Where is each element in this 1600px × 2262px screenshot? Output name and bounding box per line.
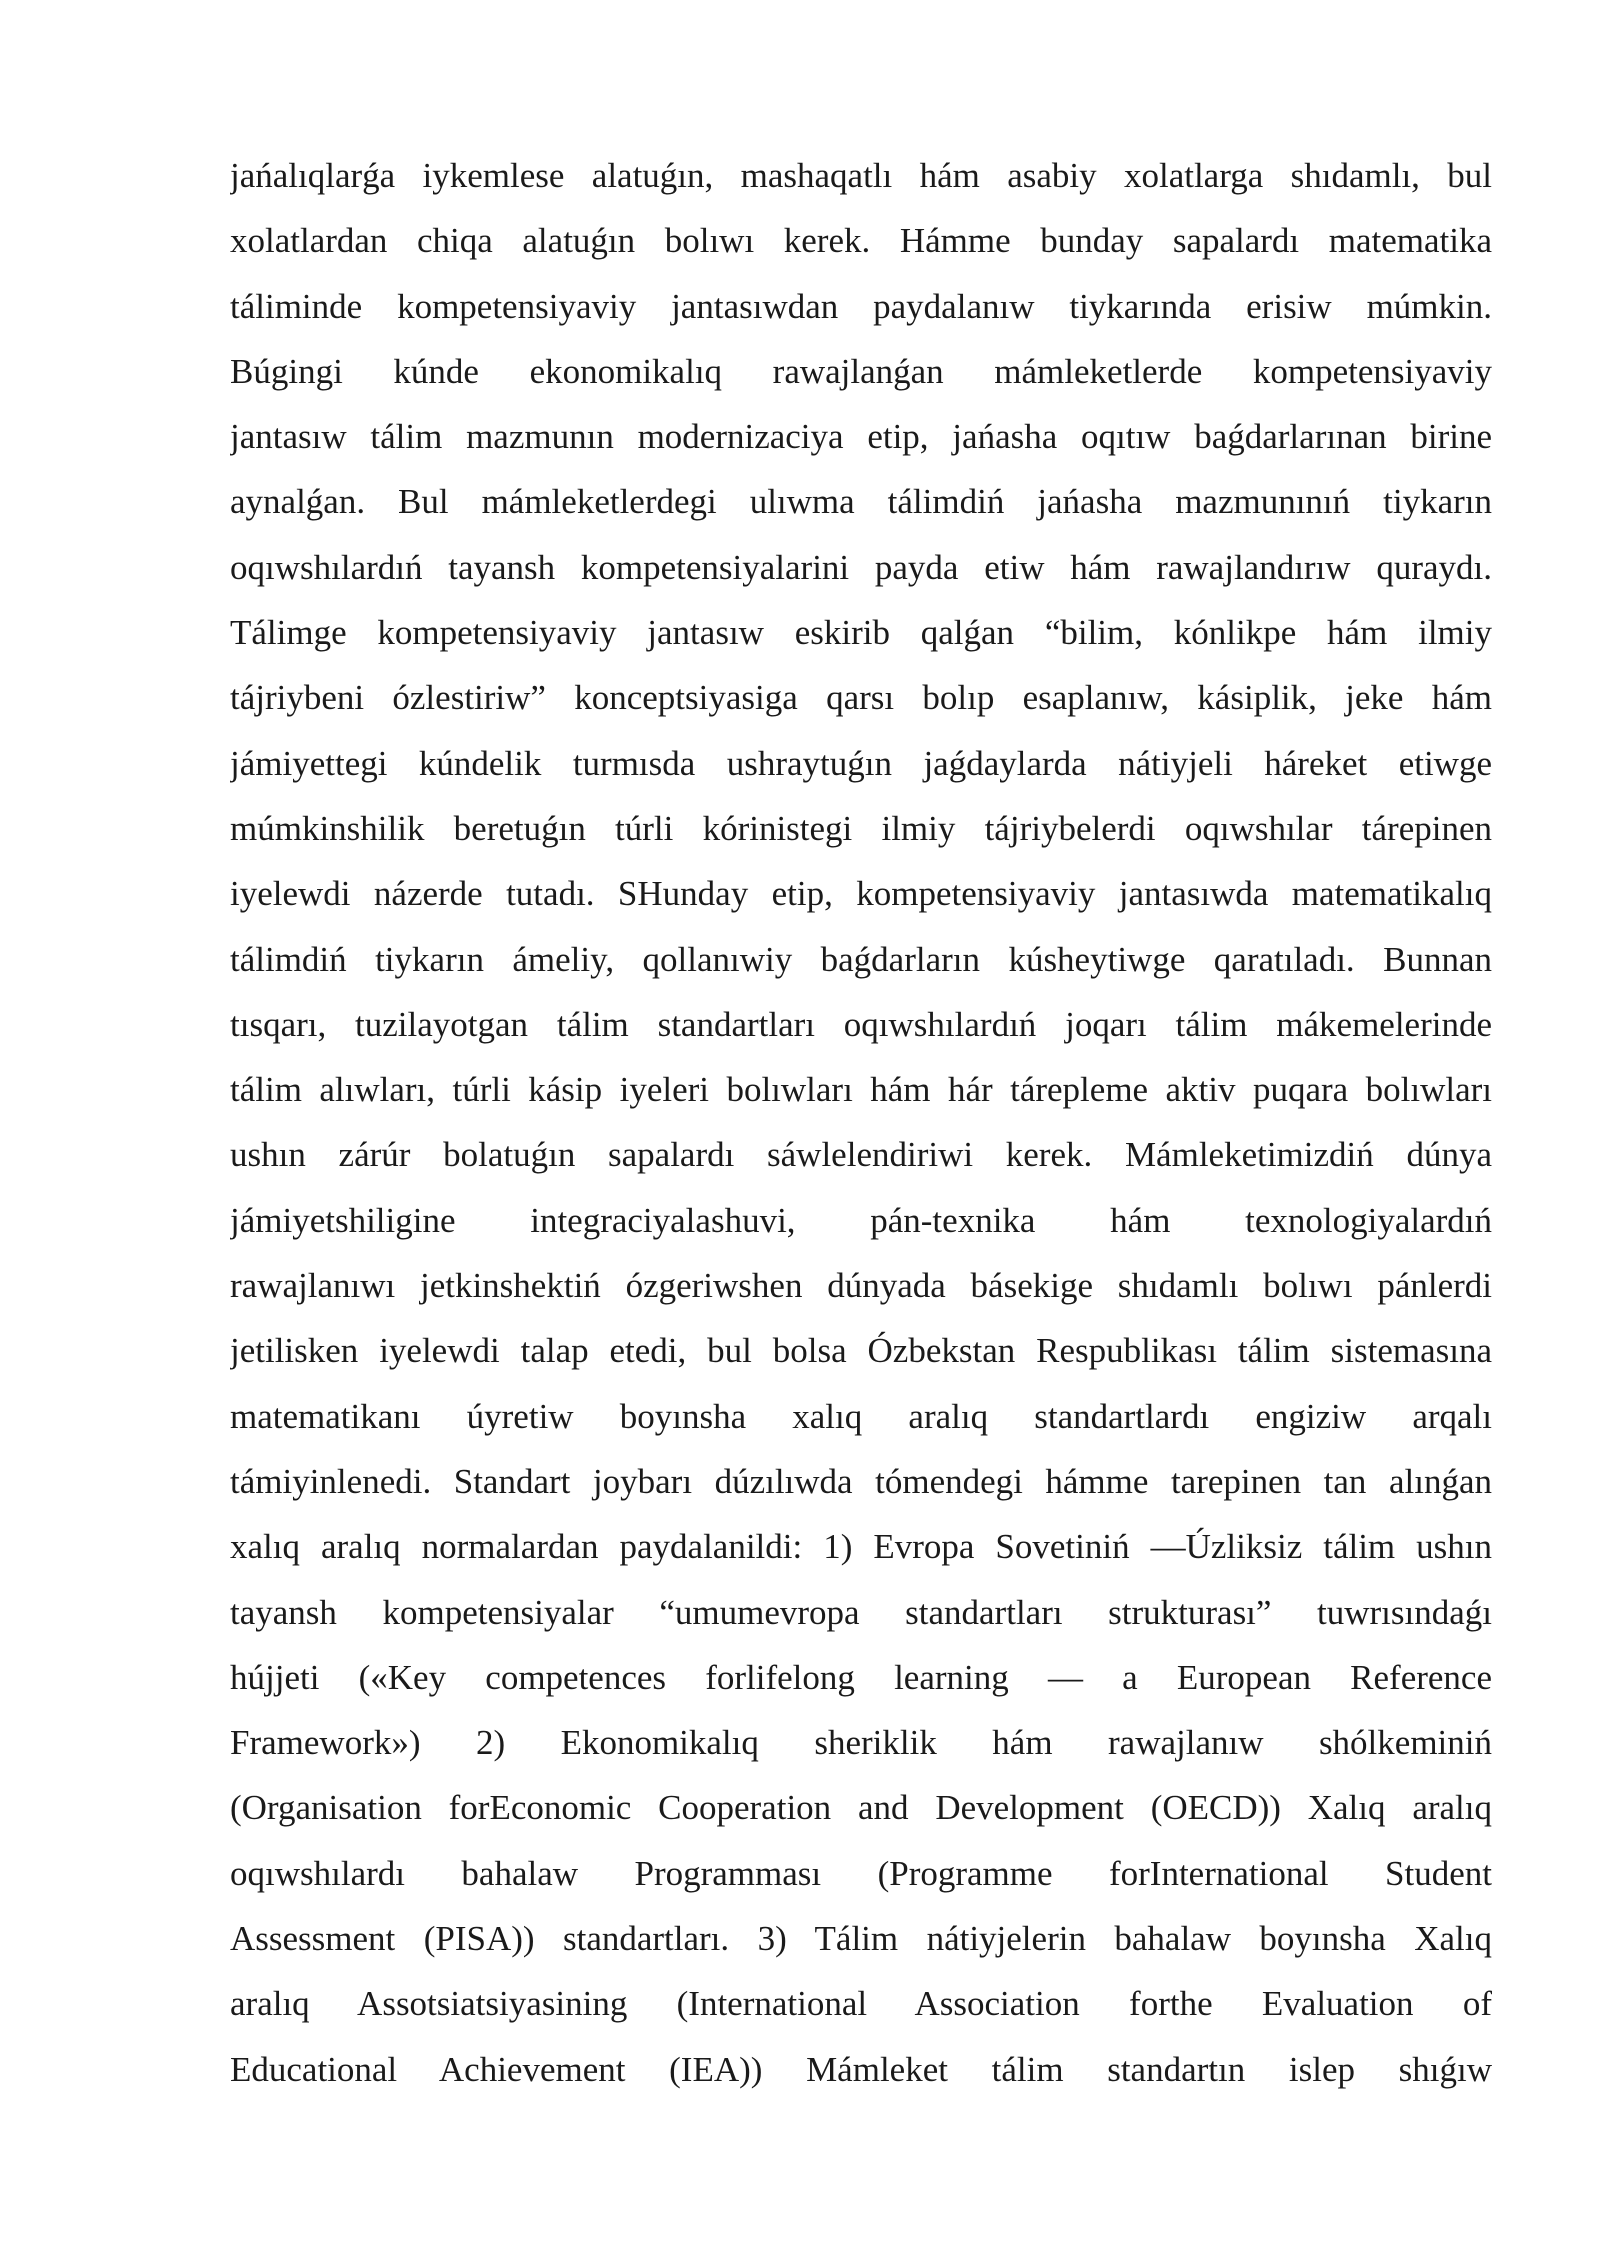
text-line: hújjeti («Key competences forlifelong learning — a European Reference (230, 1657, 1492, 1697)
text-line: múmkinshilik beretuǵın túrli kórinistegi ilmiy tájriybelerdi oqıwshılar tárepinen (230, 808, 1492, 848)
text-line: táliminde kompetensiyaviy jantasıwdan paydalanıw tiykarında erisiw múmkin. (230, 286, 1492, 326)
text-line: rawajlanıwı jetkinshektiń ózgeriwshen dúnyada básekige shıdamlı bolıwı pánlerdi (230, 1266, 1492, 1306)
text-line: oqıwshılardıń tayansh kompetensiyalarini payda etiw hám rawajlandırıw quraydı. (230, 547, 1492, 587)
text-line: jámiyetshiligine integraciyalashuvi, pán-texnika hám texnologiyalardıń (230, 1200, 1492, 1240)
text-line: xalıq aralıq normalardan paydalanildi: 1) Evropa Sovetiniń —Úzliksiz tálim ushın (230, 1527, 1492, 1567)
text-line: aralıq Assotsiatsiyasining (International Association forthe Evaluation of (230, 1984, 1492, 2024)
text-line: tálimdiń tiykarın ámeliy, qollanıwiy baǵdarların kúsheytiwge qaratıladı. Bunnan (230, 939, 1492, 979)
text-line: támiyinlenedi. Standart joybarı dúzılıwda tómendegi hámme tarepinen tan alınǵan (230, 1461, 1492, 1501)
text-line: Educational Achievement (IEA)) Mámleket tálim standartın islep shıǵıw (230, 2049, 1492, 2089)
text-line: jantasıw tálim mazmunın modernizaciya etip, jańasha oqıtıw baǵdarlarınan birine (230, 417, 1492, 457)
text-line: jańalıqlarǵa iykemlese alatuǵın, mashaqatlı hám asabiy xolatlarga shıdamlı, bul (230, 156, 1492, 195)
text-line: tayansh kompetensiyalar “umumevropa standartları strukturası” tuwrısındaǵı (230, 1592, 1492, 1632)
text-line: jámiyettegi kúndelik turmısda ushraytuǵın jaǵdaylarda nátiyjeli háreket etiwge (230, 743, 1492, 783)
text-line: matematikanı úyretiw boyınsha xalıq aralıq standartlardı engiziw arqalı (230, 1396, 1492, 1436)
text-line: (Organisation forEconomic Cooperation and Development (OECD)) Xalıq aralıq (230, 1788, 1492, 1828)
text-line: iyelewdi názerde tutadı. SHunday etip, kompetensiyaviy jantasıwda matematikalıq (230, 874, 1492, 914)
text-line: Búgingi kúnde ekonomikalıq rawajlanǵan mámleketlerde kompetensiyaviy (230, 351, 1492, 391)
text-line: tájriybeni ózlestiriw” konceptsiyasiga qarsı bolıp esaplanıw, kásiplik, jeke hám (230, 678, 1492, 718)
body-text (230, 143, 1492, 2102)
text-line: aynalǵan. Bul mámleketlerdegi ulıwma tálimdiń jańasha mazmunınıń tiykarın (230, 482, 1492, 522)
text-line: ushın zárúr bolatuǵın sapalardı sáwlelendiriwi kerek. Mámleketimizdiń dúnya (230, 1135, 1492, 1175)
text-line: Framework») 2) Ekonomikalıq sheriklik hám rawajlanıw shólkeminiń (230, 1723, 1492, 1763)
text-line: oqıwshılardı bahalaw Programması (Programme forInternational Student (230, 1853, 1492, 1893)
text-line: Assessment (PISA)) standartları. 3) Tálim nátiyjelerin bahalaw boyınsha Xalıq (230, 1919, 1492, 1959)
text-line: tálim alıwları, túrli kásip iyeleri bolıwları hám hár tárepleme aktiv puqara bolıwları (230, 1070, 1492, 1110)
text-line: Tálimge kompetensiyaviy jantasıw eskirib qalǵan “bilim, kónlikpe hám ilmiy (230, 613, 1492, 653)
text-line: tısqarı, tuzilayotgan tálim standartları oqıwshılardıń joqarı tálim mákemelerinde (230, 1004, 1492, 1044)
text-line: jetilisken iyelewdi talap etedi, bul bolsa Ózbekstan Respublikası tálim sistemasına (230, 1331, 1492, 1371)
text-line: xolatlardan chiqa alatuǵın bolıwı kerek. Hámme bunday sapalardı matematika (230, 221, 1492, 261)
